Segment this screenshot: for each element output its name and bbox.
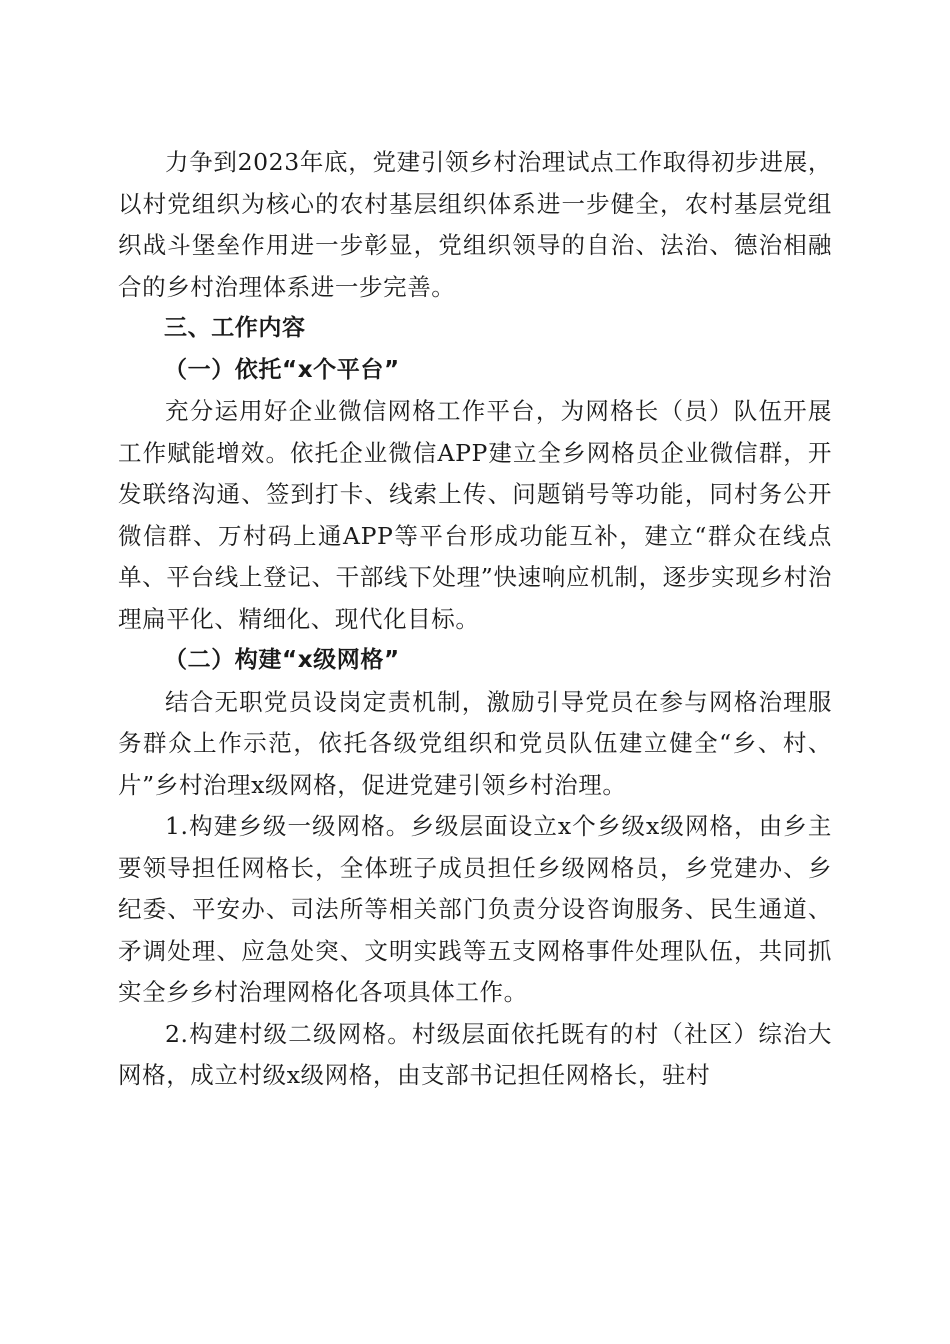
subheading-platform: （一）依托“x个平台”	[164, 356, 400, 383]
paragraph-goal: 力争到2023年底，党建引领乡村治理试点工作取得初步进展，以村党组织为核心的农村基层组织体系进一步健全，农村基层党组织战斗堡垒作用进一步彰显，党组织领导的自治、法治、德治相融合的乡村治理体系进一步完善。	[118, 148, 832, 301]
section-heading-work-content: 三、工作内容	[164, 315, 306, 341]
subheading-grid-levels: （二）构建“x级网格”	[164, 647, 400, 673]
paragraph-grid-levels: 结合无职党员设岗定责机制，激励引导党员在参与网格治理服务群众上作示范，依托各级党组织和党员队伍建立健全“乡、村、片”乡村治理x级网格，促进党建引领乡村治理。	[118, 687, 832, 799]
paragraph-village-grid: 2.构建村级二级网格。村级层面依托既有的村（社区）综治大网格，成立村级x级网格，由支部书记担任网格长，驻村	[118, 1019, 832, 1089]
document-body	[118, 142, 832, 1097]
paragraph-township-grid: 1.构建乡级一级网格。乡级层面设立x个乡级x级网格，由乡主要领导担任网格长，全体班子成员担任乡级网格员，乡党建办、乡纪委、平安办、司法所等相关部门负责分设咨询服务、民生通道、矛调处理、应急处突、文明实践等五支网格事件处理队伍，共同抓实全乡乡村治理网格化各项具体工作。	[118, 812, 832, 1006]
paragraph-platform: 充分运用好企业微信网格工作平台，为网格长（员）队伍开展工作赋能增效。依托企业微信APP建立全乡网格员企业微信群，开发联络沟通、签到打卡、线索上传、问题销号等功能，同村务公开微信群、万村码上通APP等平台形成功能互补，建立“群众在线点单、平台线上登记、干部线下处理”快速响应机制，逐步实现乡村治理扁平化、精细化、现代化目标。	[118, 397, 832, 633]
